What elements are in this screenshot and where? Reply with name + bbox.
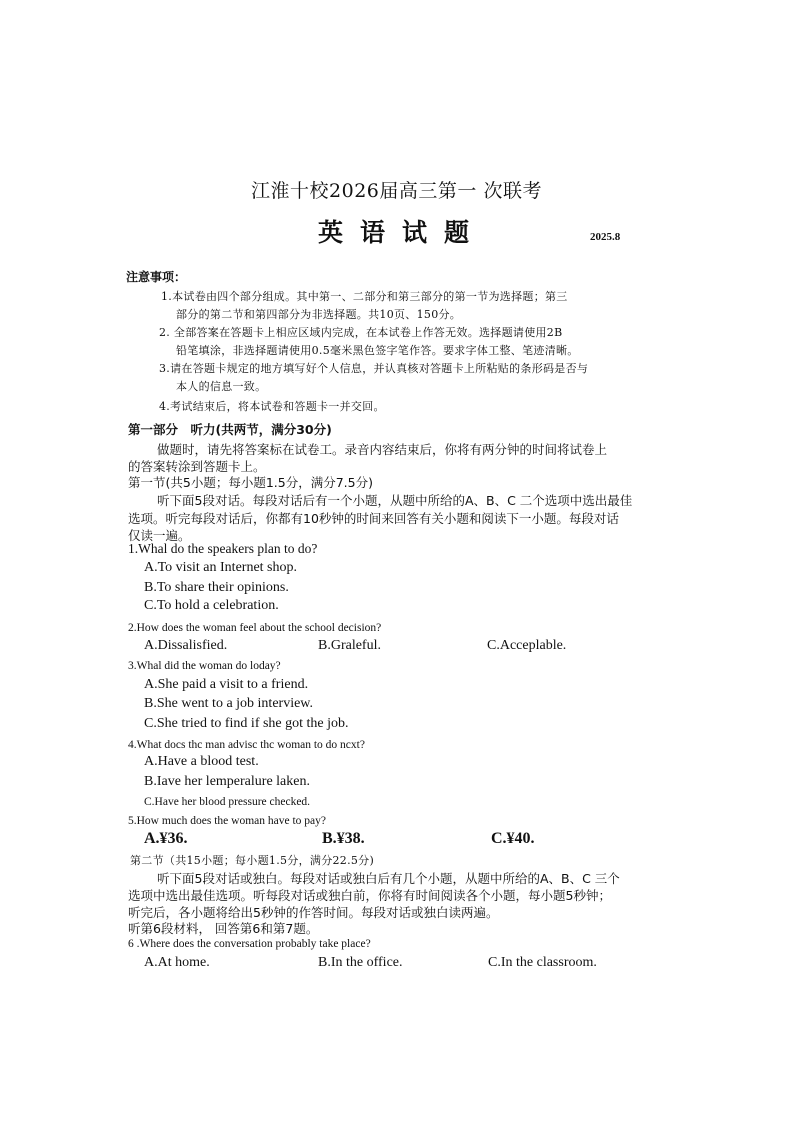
option-b: B.Graleful. — [318, 638, 381, 653]
option-a: A.¥36. — [144, 830, 188, 847]
option-a: A.At home. — [144, 955, 210, 970]
question-stem: 5.How much does the woman have to pay? — [128, 815, 327, 827]
option-c: C.To hold a celebration. — [144, 598, 279, 613]
option-c: C.Acceplable. — [487, 638, 567, 653]
subject-title: 英语试题 — [318, 218, 487, 247]
part1-heading: 第一部分 听力(共两节，满分30分) — [128, 422, 332, 437]
option-b: B.Iave her lemperalure laken. — [144, 774, 310, 789]
section1-intro: 仅读一遍。 — [128, 528, 191, 543]
option-b: B.In the office. — [318, 955, 403, 970]
notice-line: 3.请在答题卡规定的地方填写好个人信息，并认真核对答题卡上所粘贴的条形码是否与 — [159, 362, 589, 375]
option-c: C.In the classroom. — [488, 955, 597, 970]
option-c: C.¥40. — [491, 830, 535, 847]
exam-title: 江淮十校2026届高三第一 次联考 — [251, 180, 542, 202]
section2-intro: 听下面5段对话或独白。每段对话或独白后有几个小题，从题中所给的A、B、C 三个 — [157, 871, 620, 886]
question-stem: 2.How does the woman feel about the school decision? — [128, 622, 382, 634]
notice-line: 部分的第二节和第四部分为非选择题。共10页、150分。 — [176, 308, 462, 321]
notice-heading: 注意事项： — [126, 270, 187, 284]
option-b: B.She went to a job interview. — [144, 696, 314, 711]
question-stem: 3.Whal did the woman do loday? — [128, 660, 281, 672]
part1-intro: 做题时，请先将答案标在试卷工。录音内容结束后，你将有两分钟的时间将试卷上 — [157, 442, 608, 457]
question-stem: 4.What docs thc man advisc thc woman to do ncxt? — [128, 739, 365, 751]
part1-intro: 的答案转涂到答题卡上。 — [128, 459, 266, 474]
option-a: A.Dissalisfied. — [144, 638, 228, 653]
question-stem: 6 .Where does the conversation probably take place? — [128, 938, 371, 950]
section1-intro: 听下面5段对话。每段对话后有一个小题，从题中所给的A、B、C 二个选项中选出最佳 — [157, 493, 633, 508]
option-c: C.Have her blood pressure checked. — [144, 796, 311, 808]
section1-intro: 选项。听完每段对话后，你都有10秒钟的时间来回答有关小题和阅读下一小题。每段对话 — [128, 511, 619, 526]
notice-line: 2. 全部答案在答题卡上相应区域内完成，在本试卷上作答无效。选择题请使用2B — [159, 326, 563, 339]
option-b: B.To share their opinions. — [144, 580, 289, 595]
option-a: A.To visit an Internet shop. — [144, 560, 297, 575]
exam-date: 2025.8 — [590, 231, 621, 243]
section2-intro: 听完后，各小题将给出5秒钟的作答时间。每段对话或独白读两遍。 — [128, 905, 499, 920]
notice-line: 本人的信息一致。 — [176, 380, 267, 393]
option-c: C.She tried to find if she got the job. — [144, 716, 349, 731]
notice-line: 1.本试卷由四个部分组成。其中第一、二部分和第三部分的第一节为选择题；第三 — [161, 290, 568, 303]
section2-material: 听第6段材料， 回答第6和第7题。 — [128, 921, 319, 936]
option-a: A.Have a blood test. — [144, 754, 259, 769]
section1-heading: 第一节(共5小题；每小题1.5分，满分7.5分) — [128, 475, 373, 490]
question-stem: 1.Whal do the speakers plan to do? — [128, 541, 318, 556]
section2-intro: 选项中选出最佳选项。听每段对话或独白前，你将有时间阅读各个小题，每小题5秒钟； — [128, 888, 611, 903]
notice-line: 铅笔填涂，非选择题请使用0.5毫米黑色签字笔作答。要求字体工整、笔迹清晰。 — [176, 344, 579, 357]
notice-line: 4.考试结束后，将本试卷和答题卡一并交回。 — [159, 400, 385, 413]
section2-heading: 第二节（共15小题；每小题1.5分，满分22.5分) — [130, 854, 375, 867]
option-a: A.She paid a visit to a friend. — [144, 677, 309, 692]
option-b: B.¥38. — [322, 830, 365, 847]
